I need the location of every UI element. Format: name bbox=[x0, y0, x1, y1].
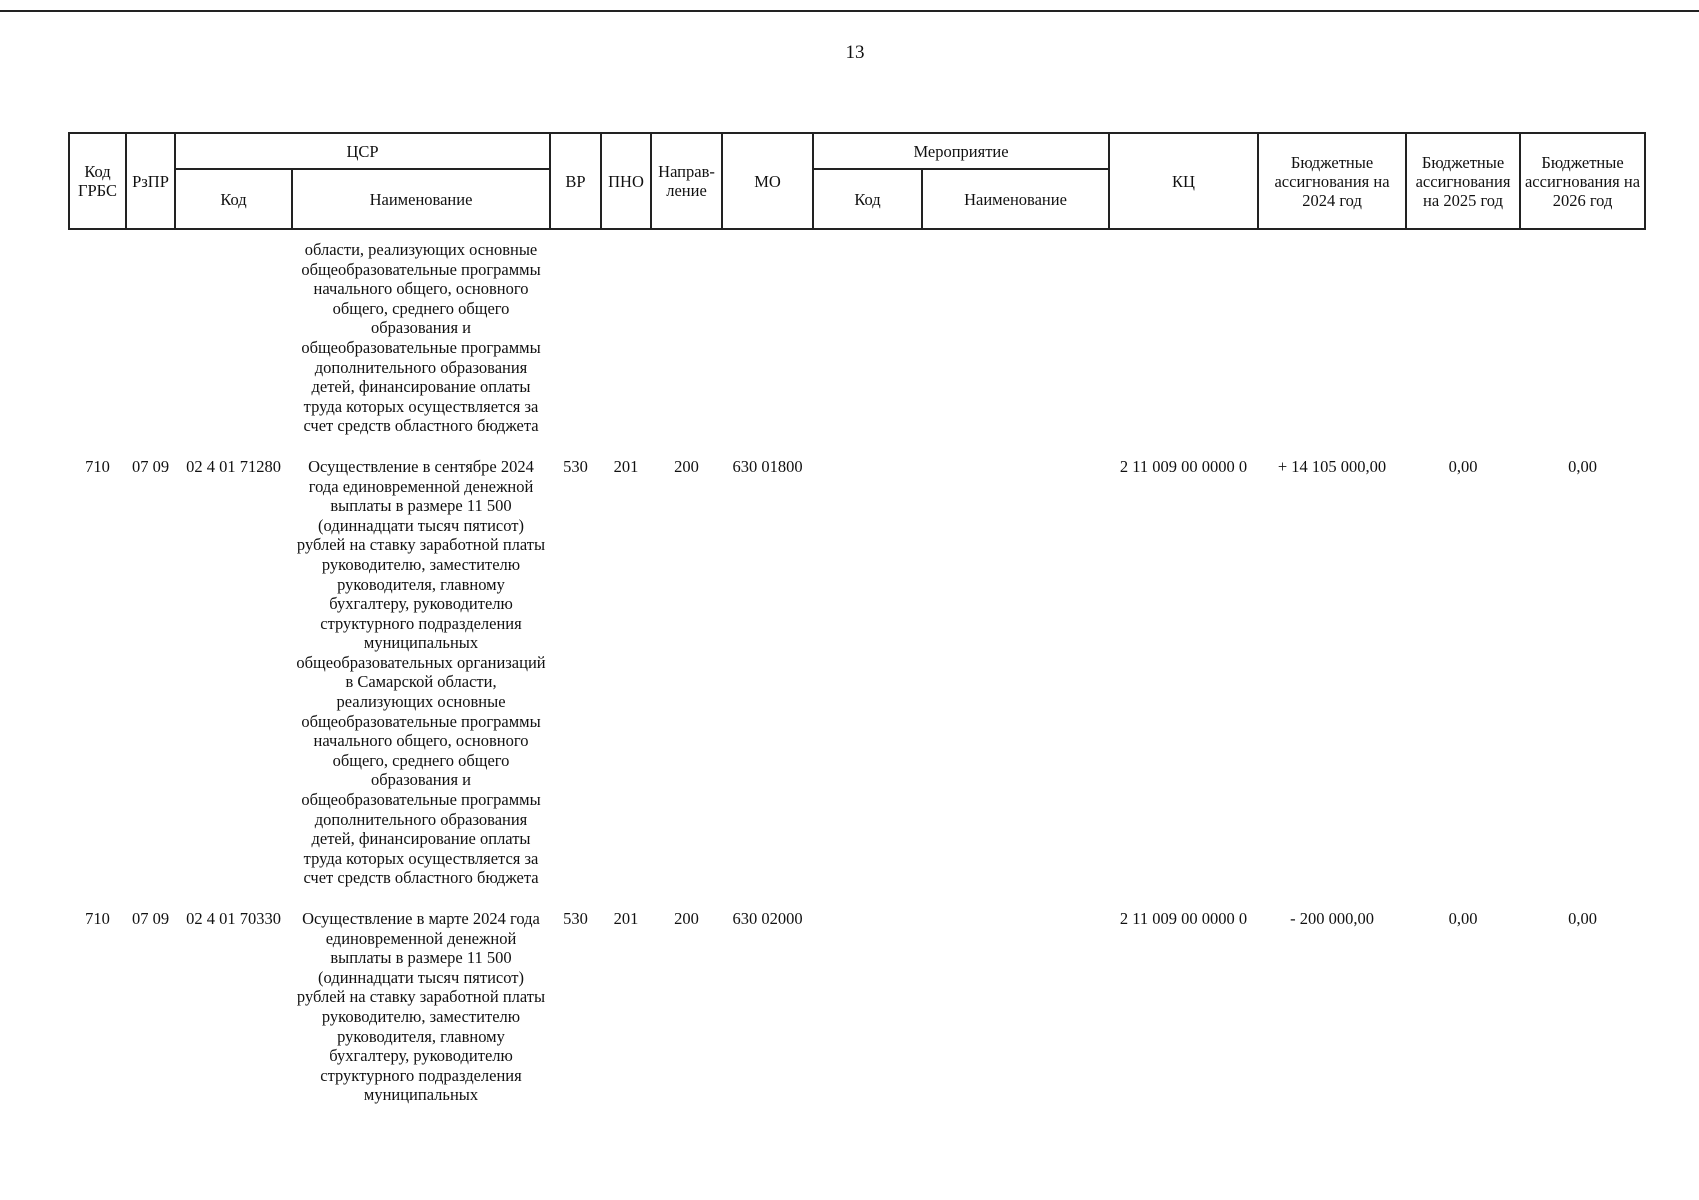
header-csr-name: Наименование bbox=[292, 169, 550, 229]
header-rzpr: РзПР bbox=[126, 133, 175, 229]
continuation-name: области, реализующих основные общеобразовательные программы начального общего, основного общего, среднего общего образования и общеобразовательные программы дополнительного образования детей, финансирование оплаты труда которых осуществляется за счет средств областного бюджета bbox=[301, 240, 541, 436]
page-number: 13 bbox=[845, 42, 865, 63]
cell-mo: 630 01800 bbox=[732, 456, 803, 476]
header-csr-code: Код bbox=[175, 169, 292, 229]
header-event-name: Наименование bbox=[922, 169, 1109, 229]
table-row bbox=[69, 900, 1645, 1117]
budget-table bbox=[68, 132, 1646, 1117]
cell-kc: 2 11 009 00 0000 0 bbox=[1119, 456, 1248, 476]
cell-mo: 630 02000 bbox=[732, 909, 803, 928]
cell-vr: 530 bbox=[563, 456, 588, 476]
header-event-code: Код bbox=[813, 169, 922, 229]
cell-vr: 530 bbox=[563, 909, 588, 928]
cell-rzpr: 07 09 bbox=[131, 909, 170, 928]
header-mo: МО bbox=[722, 133, 813, 229]
cell-budget-2024: - 200 000,00 bbox=[1290, 909, 1374, 928]
top-rule bbox=[0, 10, 1699, 12]
header-row-1 bbox=[69, 133, 1645, 169]
cell-budget-2026: 0,00 bbox=[1568, 909, 1597, 928]
cell-direction: 200 bbox=[674, 456, 699, 476]
cell-budget-2025: 0,00 bbox=[1448, 909, 1478, 928]
cell-csr-code: 02 4 01 70330 bbox=[186, 909, 281, 928]
cell-budget-2024: + 14 105 000,00 bbox=[1277, 456, 1387, 476]
cell-csr-name: Осуществление в марте 2024 года единовременной денежной выплаты в размере 11 500 (одиннадцати тысяч пятисот) рублей на ставку заработной платы руководителю, заместителю руководителя, главному бухгалтеру, руководителю структурного подразделения муниципальных bbox=[296, 909, 546, 1105]
cell-budget-2025: 0,00 bbox=[1448, 456, 1478, 476]
cell-rzpr: 07 09 bbox=[131, 456, 170, 476]
cell-event-code bbox=[813, 448, 922, 900]
cell-event-name bbox=[922, 448, 1109, 900]
cell-csr-code: 02 4 01 71280 bbox=[186, 456, 281, 476]
header-event: Мероприятие bbox=[813, 133, 1109, 169]
header-vr: ВР bbox=[550, 133, 601, 229]
cell-budget-2026: 0,00 bbox=[1568, 456, 1597, 476]
cell-csr-name: Осуществление в сентябре 2024 года единовременной денежной выплаты в размере 11 500 (одиннадцати тысяч пятисот) рублей на ставку заработной платы руководителю, заместителю руководителя, главному бухгалтеру, руководителю структурного подразделения муниципальных общеобразовательных организаций в Самарской области, реализующих основные общеобразовательные программы начального общего, основного общего, среднего общего образования и общеобразовательные программы дополнительного образования детей, финансирование оплаты труда которых осуществляется за счет средств областного бюджета bbox=[296, 456, 546, 888]
table-row-continuation bbox=[69, 229, 1645, 448]
cell-grbs: 710 bbox=[85, 456, 110, 476]
header-pno: ПНО bbox=[601, 133, 651, 229]
header-direction: Направ-ление bbox=[651, 133, 722, 229]
header-budget-2024: Бюджетные ассигнования на 2024 год bbox=[1258, 133, 1406, 229]
header-budget-2025: Бюджетные ассигнования на 2025 год bbox=[1406, 133, 1520, 229]
cell-pno: 201 bbox=[613, 456, 639, 476]
header-kc: КЦ bbox=[1109, 133, 1258, 229]
cell-event-name bbox=[922, 900, 1109, 1117]
cell-pno: 201 bbox=[613, 909, 639, 928]
cell-event-code bbox=[813, 900, 922, 1117]
header-csr: ЦСР bbox=[175, 133, 550, 169]
header-budget-2026: Бюджетные ассигнования на 2026 год bbox=[1520, 133, 1645, 229]
table-row bbox=[69, 448, 1645, 900]
cell-grbs: 710 bbox=[85, 909, 110, 928]
cell-direction: 200 bbox=[674, 909, 699, 928]
header-grbs: Код ГРБС bbox=[69, 133, 126, 229]
cell-kc: 2 11 009 00 0000 0 bbox=[1119, 909, 1248, 928]
